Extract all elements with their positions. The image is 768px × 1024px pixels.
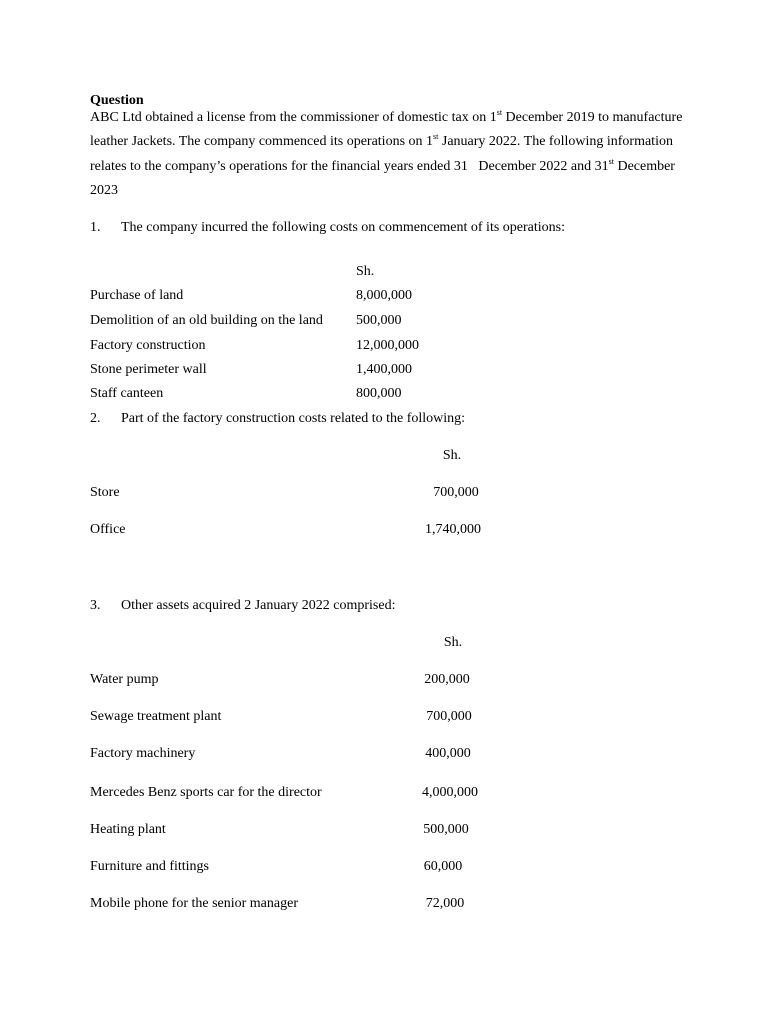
section3-row-label: Water pump [90, 672, 159, 687]
section1-row-label: Factory construction [90, 338, 206, 353]
section3-row-amount: 72,000 [425, 896, 465, 911]
section1-row-amount: 1,400,000 [356, 362, 412, 377]
question-heading: Question [90, 93, 144, 108]
section1-row-label: Stone perimeter wall [90, 362, 207, 377]
intro-paragraph: ABC Ltd obtained a license from the commissioner of domestic tax on 1st December 2019 to manufacture leather Jackets. The company commenced its operations on 1st January 2022. The following information relates to the company’s operations for the financial years ended 31 December 2022 and 31st December 2023 [90, 108, 683, 198]
section3-row-label: Heating plant [90, 822, 166, 837]
section3-row-amount: 60,000 [423, 859, 463, 874]
section2-row-amount: 700,000 [433, 485, 479, 500]
section3-row-label: Furniture and fittings [90, 859, 209, 874]
section3-row-label: Factory machinery [90, 746, 196, 761]
section1-row-label: Staff canteen [90, 386, 164, 401]
section2-number: 2. [90, 411, 101, 426]
section2-text: Part of the factory construction costs related to the following: [121, 411, 466, 426]
section2-row-label: Store [90, 485, 120, 500]
section1-row-amount: 500,000 [356, 313, 402, 328]
section3-row-amount: 700,000 [426, 709, 472, 724]
section1-row-amount: 800,000 [356, 386, 402, 401]
section3-number: 3. [90, 598, 101, 613]
section3-row-amount: 400,000 [425, 746, 471, 761]
section2-currency-header: Sh. [442, 448, 462, 463]
section1-row-amount: 8,000,000 [356, 288, 412, 303]
section1-row-label: Purchase of land [90, 288, 184, 303]
section3-row-amount: 200,000 [424, 672, 470, 687]
section1-currency-header: Sh. [356, 264, 375, 279]
section3-text: Other assets acquired 2 January 2022 comprised: [121, 598, 396, 613]
section1-text: The company incurred the following costs on commencement of its operations: [121, 220, 565, 235]
section3-row-label: Mobile phone for the senior manager [90, 896, 298, 911]
section1-number: 1. [90, 220, 101, 235]
section2-row-label: Office [90, 522, 126, 537]
section3-row-label: Sewage treatment plant [90, 709, 222, 724]
section3-row-amount: 4,000,000 [422, 785, 478, 800]
section1-row-amount: 12,000,000 [356, 338, 419, 353]
section2-row-amount: 1,740,000 [425, 522, 481, 537]
section3-row-label: Mercedes Benz sports car for the director [90, 785, 322, 800]
section3-row-amount: 500,000 [423, 822, 469, 837]
section3-currency-header: Sh. [443, 635, 463, 650]
section1-row-label: Demolition of an old building on the land [90, 313, 323, 328]
